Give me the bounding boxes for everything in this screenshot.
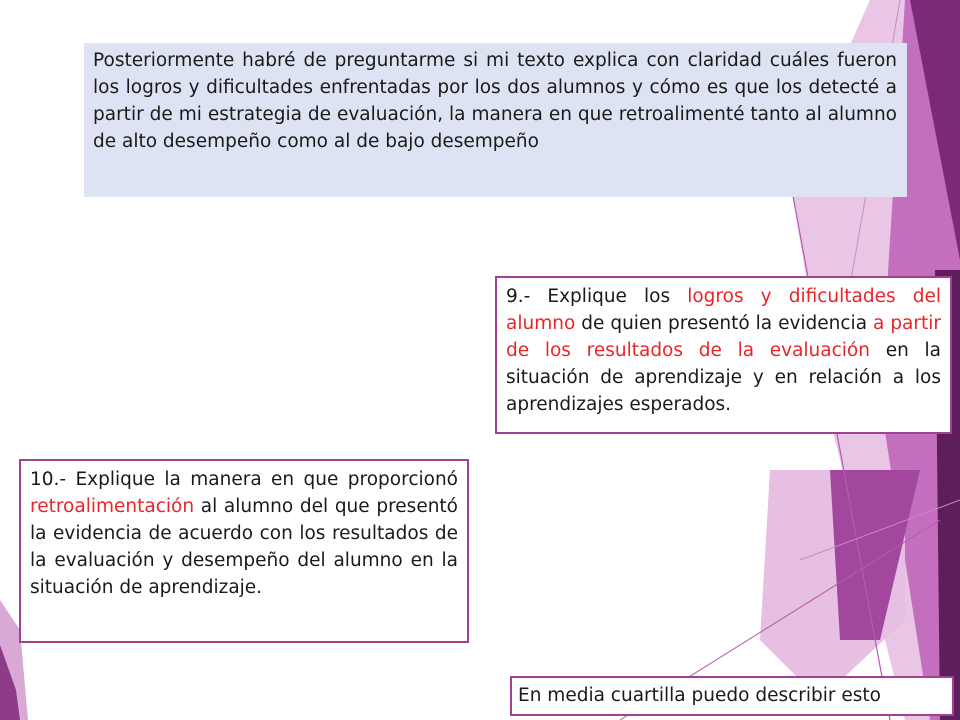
question-9-text	[506, 283, 941, 418]
question-10-highlight-1: retroalimentación	[30, 496, 195, 517]
note-box	[510, 676, 954, 716]
note-text: En media cuartilla puedo describir esto	[518, 685, 881, 706]
question-9-part-2: de quien presentó la evidencia	[575, 313, 874, 334]
question-10-text	[30, 466, 458, 601]
question-9-highlight-1: logros y dificultades del alumno	[506, 286, 941, 334]
question-10-part-1: 10.- Explique la manera en que proporcionó	[30, 469, 458, 490]
question-9-box	[495, 276, 952, 434]
intro-text: Posteriormente habré de preguntarme si mi texto explica con claridad cuáles fueron los logros y dificultades enfrentadas por los dos alumnos y cómo es que los detecté a partir de mi estrategia de evaluación, la manera en que retroalimenté tanto al alumno de alto desempeño como al de bajo desempeño	[93, 50, 897, 152]
question-10-part-2: al alumno del que presentó la evidencia de acuerdo con los resultados de la evaluación y desempeño del alumno en la situación de aprendizaje.	[30, 496, 458, 598]
question-9-part-1: 9.- Explique los	[506, 286, 688, 307]
intro-text-box	[84, 43, 907, 197]
question-9-highlight-2: a partir de los resultados de la evaluación	[506, 313, 942, 361]
question-10-box	[19, 459, 469, 643]
question-9-part-3: en la situación de aprendizaje y en relación a los aprendizajes esperados.	[506, 340, 941, 415]
